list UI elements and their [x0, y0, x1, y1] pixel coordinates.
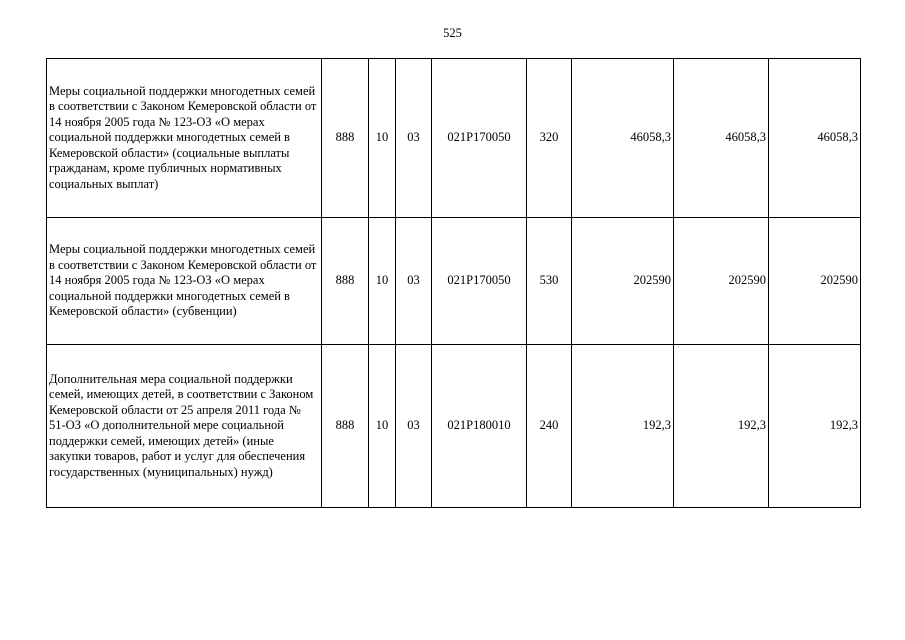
section-code: 10 — [369, 218, 396, 345]
table-row — [47, 218, 861, 345]
ministry-code: 888 — [322, 59, 369, 218]
expense-description: Дополнительная мера социальной поддержки семей, имеющих детей, в соответствии с Законом Кемеровской области от 25 апреля 2011 года № 51-ОЗ «О дополнительной мере социальной поддержки семей, имеющих детей» (иные закупки товаров, работ и услуг для обеспечения государственных (муниципальных) нужд) — [47, 345, 322, 508]
amount-year-2: 202590 — [674, 218, 769, 345]
expense-type-code: 240 — [527, 345, 572, 508]
amount-year-1: 46058,3 — [572, 59, 674, 218]
target-article-code: 021P180010 — [432, 345, 527, 508]
expense-type-code: 320 — [527, 59, 572, 218]
expense-description: Меры социальной поддержки многодетных семей в соответствии с Законом Кемеровской области от 14 ноября 2005 года № 123-ОЗ «О мерах социальной поддержки многодетных семей в Кемеровской области» (субвенции) — [47, 218, 322, 345]
target-article-code: 021P170050 — [432, 59, 527, 218]
amount-year-3: 202590 — [769, 218, 861, 345]
subsection-code: 03 — [396, 59, 432, 218]
expense-description: Меры социальной поддержки многодетных семей в соответствии с Законом Кемеровской области от 14 ноября 2005 года № 123-ОЗ «О мерах социальной поддержки многодетных семей в Кемеровской области» (социальные выплаты гражданам, кроме публичных нормативных социальных выплат) — [47, 59, 322, 218]
table-row — [47, 59, 861, 218]
amount-year-1: 202590 — [572, 218, 674, 345]
amount-year-2: 192,3 — [674, 345, 769, 508]
amount-year-3: 46058,3 — [769, 59, 861, 218]
amount-year-3: 192,3 — [769, 345, 861, 508]
target-article-code: 021P170050 — [432, 218, 527, 345]
amount-year-1: 192,3 — [572, 345, 674, 508]
subsection-code: 03 — [396, 218, 432, 345]
table-row — [47, 345, 861, 508]
page-number: 525 — [443, 26, 462, 40]
section-code: 10 — [369, 59, 396, 218]
budget-table — [46, 58, 861, 508]
ministry-code: 888 — [322, 345, 369, 508]
expense-type-code: 530 — [527, 218, 572, 345]
amount-year-2: 46058,3 — [674, 59, 769, 218]
ministry-code: 888 — [322, 218, 369, 345]
subsection-code: 03 — [396, 345, 432, 508]
section-code: 10 — [369, 345, 396, 508]
